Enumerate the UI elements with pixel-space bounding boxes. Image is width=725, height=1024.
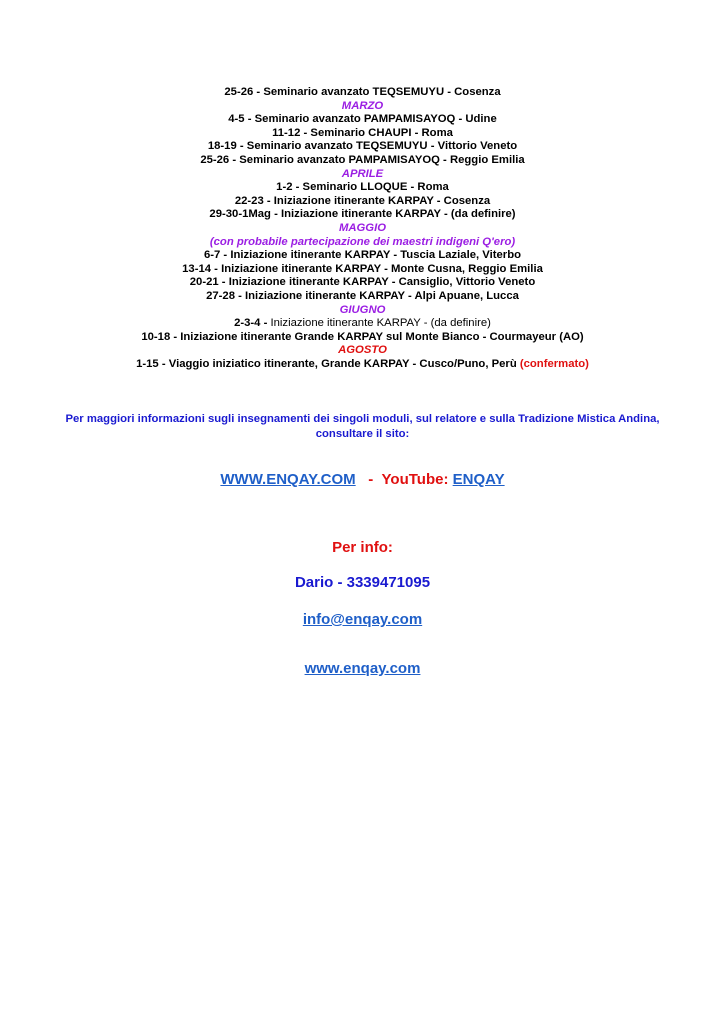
entry-date: 4-5 - [228,113,255,126]
email-link[interactable]: info@enqay.com [302,611,423,628]
month-heading-giugno: GIUGNO [339,303,386,316]
entry-text: Seminario CHAUPI - Roma [310,126,453,139]
info-paragraph: Per maggiori informazioni sugli insegnamenti dei singoli moduli, sul relatore e sulla Tradizione Mistica Andina, consultare il sito: [65,413,660,440]
entry-date: 11-12 - [272,126,311,139]
entry-text: Seminario LLOQUE - Roma [302,181,449,194]
entry-text: Seminario avanzato TEQSEMUYU - Vittorio Veneto [246,140,518,153]
youtube-label: YouTube: [381,471,453,488]
month-heading-marzo: MARZO [341,99,384,112]
schedule-entry [0,113,725,127]
schedule-entry [0,263,725,277]
schedule-entry [0,208,725,222]
entry-date: 29-30-1Mag - [209,208,281,221]
status-confirmed: (confermato) [519,357,589,370]
entry-date: 20-21 - [189,276,229,289]
entry-date: 1-2 - [276,181,303,194]
entry-date: 22-23 - [234,194,274,207]
entry-date: 25-26 - [200,153,240,166]
schedule-entry [0,86,725,100]
entry-text: Viaggio iniziatico itinerante, Grande KARPAY - Cusco/Puno, Perù [168,357,520,370]
month-heading-agosto: AGOSTO [338,344,387,357]
entry-date: 25-26 - [224,86,264,98]
entry-text: Iniziazione itinerante KARPAY - Monte Cusna, Reggio Emilia [221,262,543,275]
youtube-channel-link[interactable]: ENQAY [452,471,505,488]
schedule-entry [0,290,725,304]
event-schedule [0,86,725,371]
entry-date: 2-3-4 - [234,317,271,330]
month-heading-maggio: MAGGIO [338,221,387,234]
schedule-entry [0,181,725,195]
entry-text: Iniziazione itinerante Grande KARPAY sul Monte Bianco - Courmayeur (AO) [180,330,584,343]
entry-text: Seminario avanzato PAMPAMISAYOQ - Reggio Emilia [239,153,525,166]
entry-date: 27-28 - [206,289,246,302]
schedule-entry [0,276,725,290]
entry-date: 18-19 - [207,140,247,153]
month-heading-aprile: APRILE [341,167,384,180]
entry-text: Iniziazione itinerante KARPAY - (da definire) [270,317,491,330]
entry-text: Iniziazione itinerante KARPAY - Cosenza [273,194,491,207]
separator-text: - [368,471,374,488]
schedule-entry [0,331,725,345]
maggio-note: (con probabile partecipazione dei maestri indigeni Q'ero) [209,235,516,248]
contact-heading: Per info: [332,539,393,556]
entry-date: 10-18 - [141,330,181,343]
link-separator [360,471,382,488]
main-site-link[interactable]: WWW.ENQAY.COM [220,471,356,488]
website-links [0,471,725,488]
entry-date: 1-15 - [136,357,169,370]
entry-date: 6-7 - [203,249,231,262]
schedule-entry [0,358,725,372]
schedule-entry [0,249,725,263]
entry-text: Seminario avanzato TEQSEMUYU - Cosenza [263,86,501,98]
entry-text: Iniziazione itinerante KARPAY - Cansiglio, Vittorio Veneto [228,276,536,289]
entry-text: Iniziazione itinerante KARPAY - (da definire) [281,208,516,221]
entry-text: Seminario avanzato PAMPAMISAYOQ - Udine [254,113,497,126]
entry-text: Iniziazione itinerante KARPAY - Alpi Apuane, Lucca [245,289,519,302]
schedule-entry [0,127,725,141]
schedule-entry [0,140,725,154]
entry-text: Iniziazione itinerante KARPAY - Tuscia Laziale, Viterbo [230,249,522,262]
schedule-entry [0,195,725,209]
schedule-entry [0,154,725,168]
schedule-entry [0,317,725,331]
website-link[interactable]: www.enqay.com [304,660,421,677]
entry-date: 13-14 - [182,262,222,275]
contact-phone: Dario - 3339471095 [294,574,431,591]
